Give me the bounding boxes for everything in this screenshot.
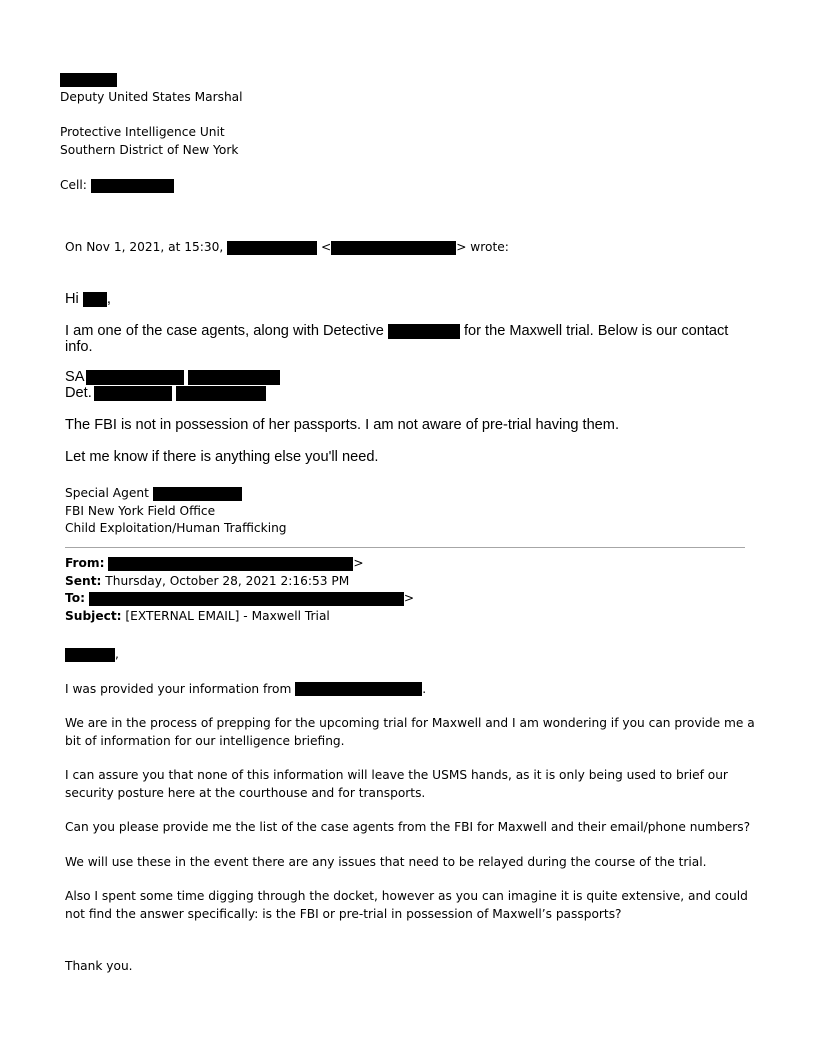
- redaction-bar: [331, 241, 456, 255]
- reply-contact-sa: SA: [65, 369, 745, 385]
- original-paragraph: I can assure you that none of this information will leave the USMS hands, as it is only being used to brief our security posture here at the courthouse and for transports.: [65, 768, 728, 800]
- cell-label: Cell:: [60, 178, 87, 192]
- redaction-bar: [388, 324, 460, 339]
- original-greeting: ,: [65, 646, 755, 664]
- reply-body: [65, 291, 745, 465]
- original-paragraph: We will use these in the event there are any issues that need to be relayed during the course of the trial.: [65, 854, 707, 869]
- original-body: [65, 646, 755, 976]
- reply-paragraph: The FBI is not in possession of her passports. I am not aware of pre-trial having them.: [65, 417, 620, 433]
- reply-header: On Nov 1, 2021, at 15:30, < > wrote:: [65, 240, 509, 254]
- original-paragraph: We are in the process of prepping for the upcoming trial for Maxwell and I am wondering if you can provide me a bit of information for our intelligence briefing.: [65, 716, 755, 748]
- redaction-bar: [89, 592, 404, 606]
- original-paragraph: Can you please provide me the list of the case agents from the FBI for Maxwell and their email/phone numbers?: [65, 820, 751, 834]
- redaction-bar: [188, 370, 280, 385]
- top-signature: [60, 71, 460, 195]
- divider: [65, 547, 745, 548]
- reply-signature: Special Agent FBI New York Field Office Child Exploitation/Human Trafficking: [65, 486, 287, 535]
- original-header: From: > Sent: Thursday, October 28, 2021 2:16:53 PM To: > Subject: [EXTERNAL EMAIL] - Maxwell Trial: [65, 556, 415, 623]
- redaction-bar: [91, 179, 174, 193]
- redaction-bar: [60, 73, 117, 87]
- original-paragraph: Also I spent some time digging through the docket, however as you can imagine it is quite extensive, and could not find the answer specifically: is the FBI or pre-trial in possession of Maxwell’s passports?: [65, 889, 748, 921]
- redaction-bar: [83, 292, 107, 307]
- redaction-bar: [108, 557, 353, 571]
- reply-paragraph: I am one of the case agents, along with Detective for the Maxwell trial. Below is our contact info.: [65, 323, 729, 355]
- redaction-bar: [295, 682, 422, 696]
- signature-unit: Protective Intelligence Unit: [60, 125, 225, 139]
- original-closing: Thank you.: [65, 959, 133, 973]
- original-paragraph: I was provided your information from .: [65, 681, 427, 696]
- reply-paragraph: Let me know if there is anything else you'll need.: [65, 449, 379, 465]
- signature-title: Deputy United States Marshal: [60, 89, 243, 104]
- redaction-bar: [94, 386, 172, 401]
- redaction-bar: [176, 386, 266, 401]
- redaction-bar: [227, 241, 317, 255]
- signature-district: Southern District of New York: [60, 142, 239, 157]
- redaction-bar: [153, 487, 242, 501]
- reply-contact-det: Det.: [65, 385, 745, 401]
- redaction-bar: [65, 648, 115, 662]
- reply-greeting: Hi ,: [65, 291, 111, 307]
- redaction-bar: [86, 370, 184, 385]
